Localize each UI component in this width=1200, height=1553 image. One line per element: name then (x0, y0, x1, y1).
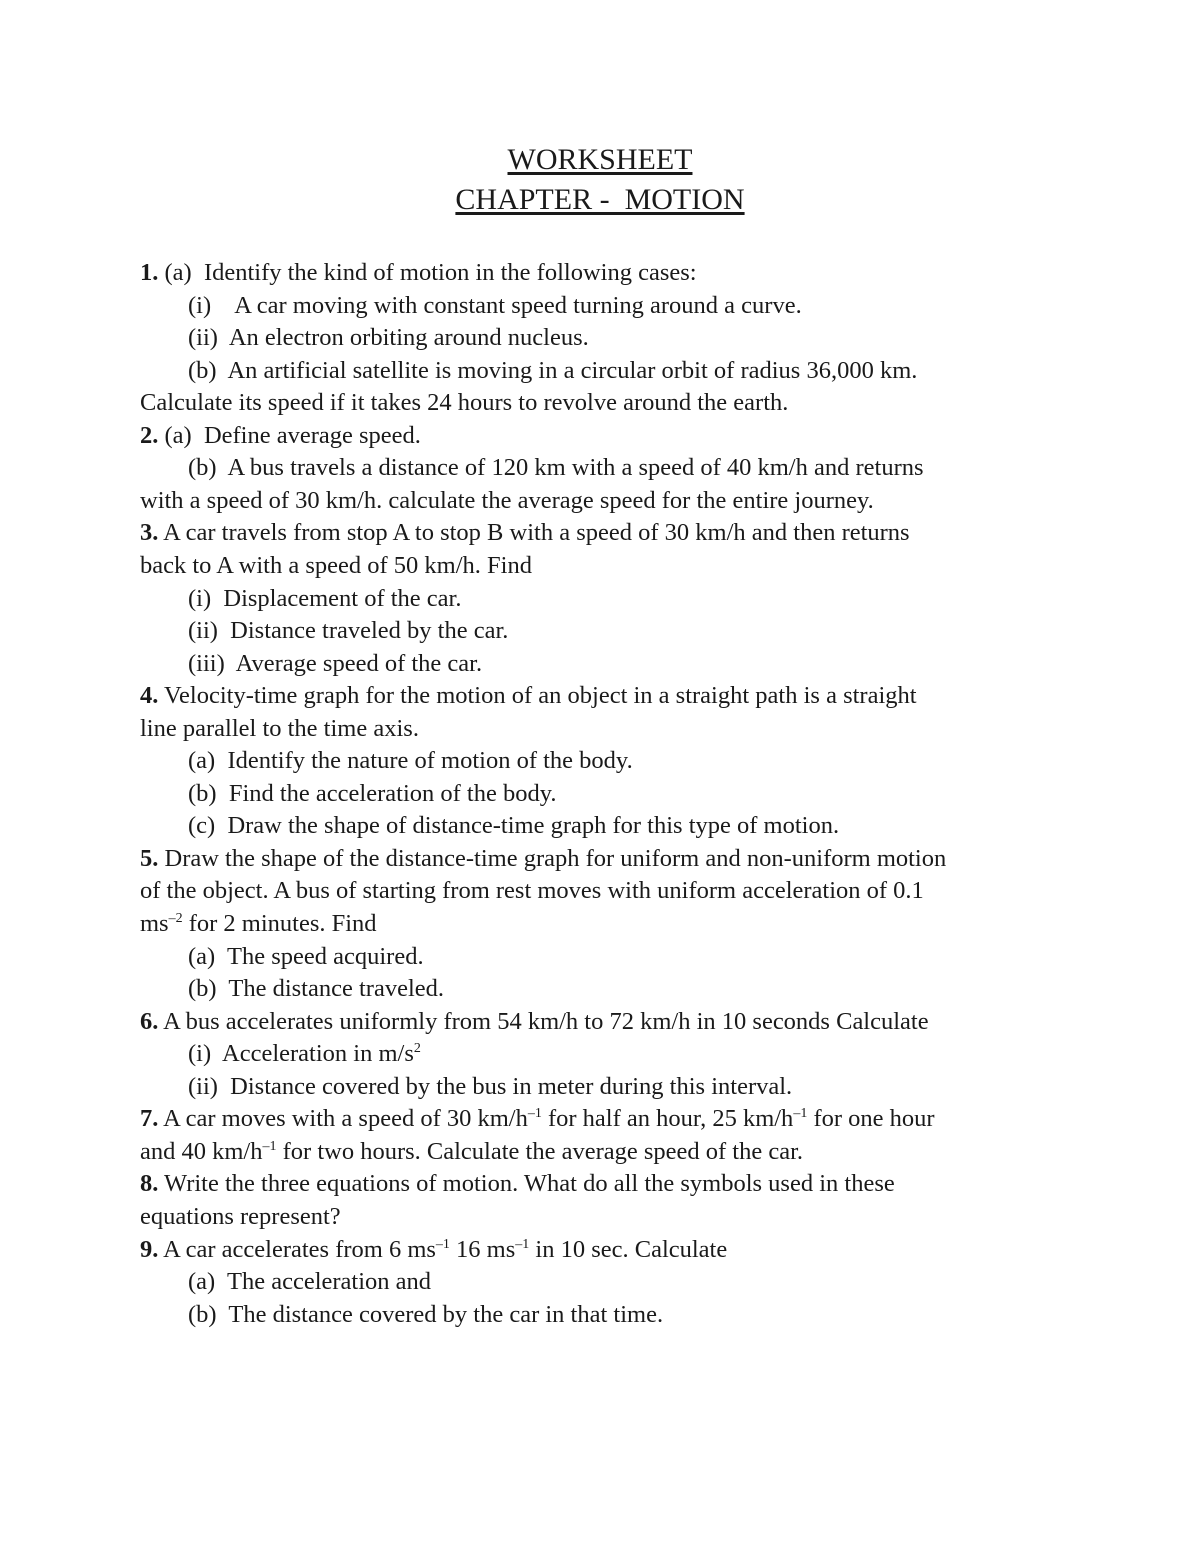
question-continuation-line (140, 486, 874, 516)
sub-question-line (188, 616, 508, 646)
question-text: (a) Define average speed. (158, 421, 421, 449)
question-number: 7. (140, 1105, 159, 1133)
question-text: (a) The acceleration and (188, 1268, 432, 1295)
sub-question-line (188, 974, 444, 1004)
question-line (140, 844, 946, 874)
question-text: for 2 minutes. Find (182, 910, 377, 937)
question-text: (a) The speed acquired. (188, 942, 424, 970)
sub-question-line (188, 323, 589, 353)
question-text: (c) Draw the shape of distance-time graph for this type of motion. (188, 812, 840, 840)
question-text: back to A with a speed of 50 km/h. Find (140, 552, 532, 579)
question-continuation-line (140, 909, 377, 939)
question-text: for two hours. Calculate the average speed of the car. (276, 1137, 804, 1165)
question-number: 8. (140, 1170, 159, 1198)
question-text: for half an hour, 25 km/h (541, 1105, 794, 1133)
question-line (140, 258, 697, 288)
question-text: (ii) Distance traveled by the car. (188, 617, 509, 644)
question-continuation-line (140, 714, 419, 744)
question-text: Draw the shape of the distance-time graph for uniform and non-uniform motion (158, 844, 947, 872)
question-text: Velocity-time graph for the motion of an object in a straight path is a straight (158, 682, 917, 710)
question-text: (i) Acceleration in m/s (188, 1040, 414, 1068)
question-number: 1. (140, 259, 159, 286)
question-text: Write the three equations of motion. What do all the symbols used in these (158, 1170, 895, 1198)
question-number: 4. (140, 682, 159, 710)
question-text: in 10 sec. Calculate (529, 1235, 728, 1263)
question-text: and 40 km/h (140, 1137, 263, 1165)
question-continuation-line (140, 1202, 341, 1232)
question-text: (b) The distance traveled. (188, 975, 445, 1003)
sub-question-line (188, 584, 461, 614)
question-line (140, 1169, 895, 1199)
superscript: 2 (413, 1041, 421, 1057)
question-number: 2. (140, 421, 159, 449)
question-text: (a) Identify the kind of motion in the following cases: (158, 259, 697, 286)
question-text: for one hour (807, 1105, 935, 1133)
question-text: ms (140, 910, 169, 937)
sub-question-line (188, 1072, 792, 1102)
superscript: –2 (168, 911, 183, 926)
chapter-title: CHAPTER - MOTION (455, 183, 745, 216)
sub-question-line (188, 453, 924, 483)
superscript: –1 (793, 1106, 808, 1122)
question-number: 6. (140, 1007, 159, 1035)
question-text: A bus accelerates uniformly from 54 km/h to 72 km/h in 10 seconds Calculate (158, 1007, 929, 1035)
question-text: (b) Find the acceleration of the body. (188, 779, 557, 807)
sub-question-line (188, 746, 633, 776)
question-number: 5. (140, 844, 159, 872)
sub-question-line (188, 356, 917, 386)
sub-question-line (188, 649, 482, 679)
question-text: (a) Identify the nature of motion of the body. (188, 747, 633, 775)
sub-question-line (188, 291, 802, 321)
question-text: (b) The distance covered by the car in that time. (188, 1300, 664, 1328)
question-line (140, 1104, 935, 1134)
question-line (140, 1235, 727, 1265)
superscript: –1 (435, 1236, 450, 1252)
question-continuation-line (140, 551, 532, 581)
question-text: of the object. A bus of starting from rest moves with uniform acceleration of 0.1 (140, 877, 924, 905)
sub-question-line (188, 1267, 431, 1297)
question-text: (ii) An electron orbiting around nucleus. (188, 324, 589, 352)
sub-question-line (188, 1300, 663, 1330)
question-text: (i) A car moving with constant speed turning around a curve. (188, 291, 802, 319)
question-text: (ii) Distance covered by the bus in meter during this interval. (188, 1072, 793, 1100)
sub-question-line (188, 779, 557, 809)
superscript: –1 (527, 1106, 542, 1122)
sub-question-line (188, 811, 839, 841)
question-text: Calculate its speed if it takes 24 hours to revolve around the earth. (140, 389, 789, 417)
question-line (140, 681, 917, 711)
question-text: A car travels from stop A to stop B with a speed of 30 km/h and then returns (158, 519, 910, 547)
question-number: 3. (140, 519, 159, 547)
question-continuation-line (140, 388, 788, 418)
question-text: (b) An artificial satellite is moving in a circular orbit of radius 36,000 km. (188, 356, 918, 384)
superscript: –1 (515, 1236, 530, 1252)
question-text: (b) A bus travels a distance of 120 km with a speed of 40 km/h and returns (188, 454, 924, 482)
question-continuation-line (140, 876, 924, 906)
question-text: (i) Displacement of the car. (188, 584, 462, 612)
question-text: A car accelerates from 6 ms (158, 1235, 436, 1263)
sub-question-line (188, 942, 424, 972)
superscript: –1 (262, 1138, 277, 1154)
question-text: (iii) Average speed of the car. (188, 649, 483, 677)
page-title: WORKSHEET (507, 143, 693, 176)
question-text: A car moves with a speed of 30 km/h (158, 1105, 528, 1133)
question-text: 16 ms (449, 1235, 516, 1263)
question-text: with a speed of 30 km/h. calculate the average speed for the entire journey. (140, 486, 874, 514)
question-line (140, 518, 910, 548)
question-text: equations represent? (140, 1202, 341, 1230)
question-number: 9. (140, 1235, 159, 1263)
question-line (140, 1007, 929, 1037)
question-line (140, 421, 421, 451)
question-continuation-line (140, 1137, 803, 1167)
question-text: line parallel to the time axis. (140, 714, 419, 742)
sub-question-line (188, 1039, 421, 1069)
